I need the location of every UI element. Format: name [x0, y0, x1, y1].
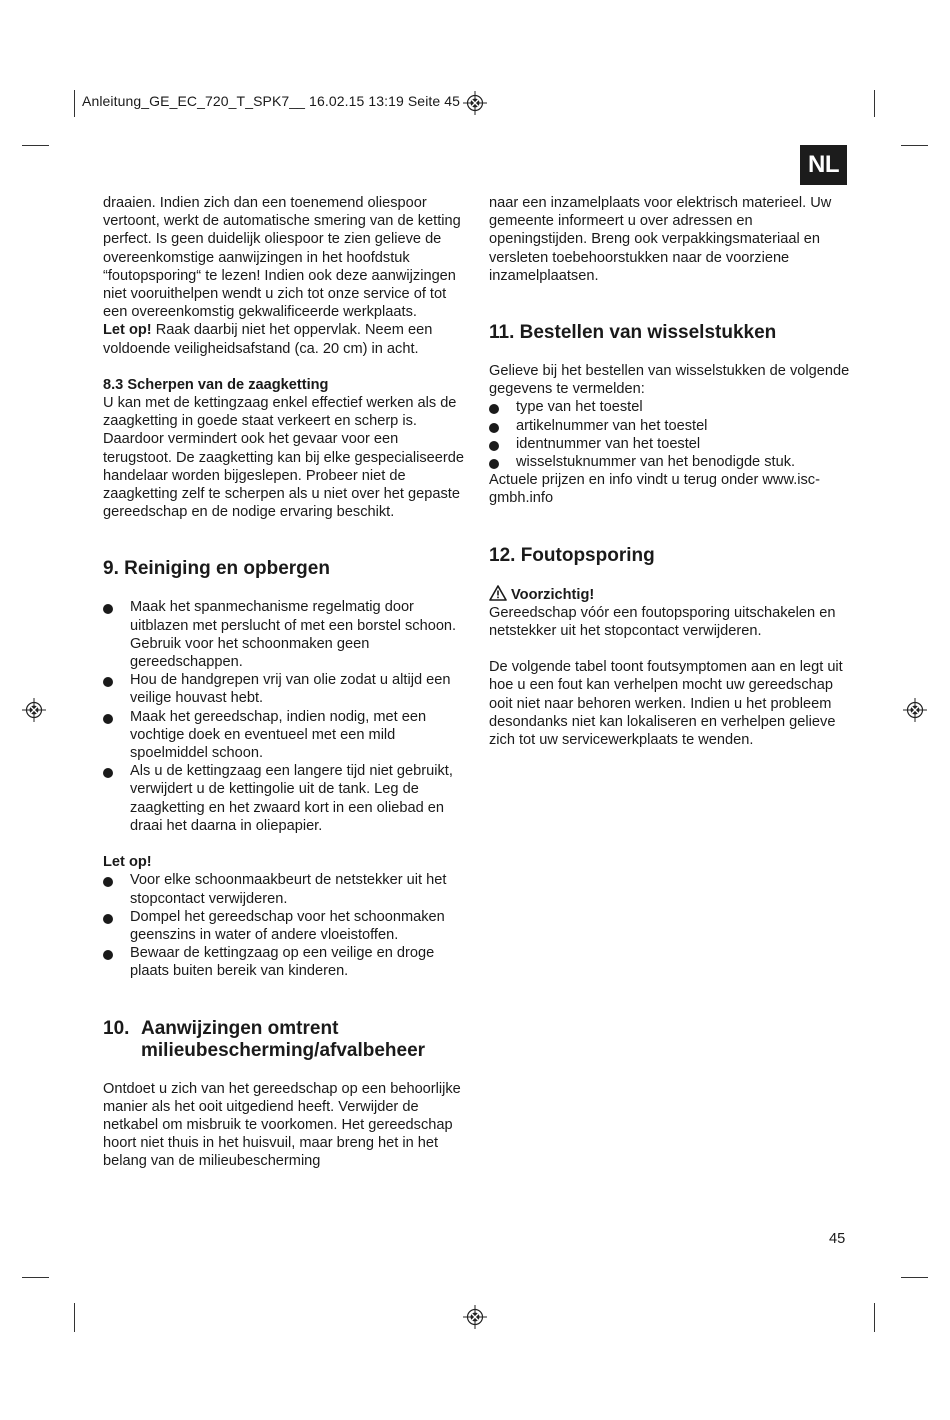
right-column: [489, 194, 851, 749]
list-item: wisselstuknummer van het benodigde stuk.: [489, 453, 851, 471]
caution-heading: [489, 585, 851, 604]
note-paragraph: [103, 321, 465, 357]
crop-mark-top-right-horizontal: [901, 145, 928, 146]
caution-text: Gereedschap vóór een foutopsporing uitschakelen en netstekker uit het stopcontact verwijderen.: [489, 604, 836, 640]
intro-paragraph: draaien. Indien zich dan een toenemend oliespoor vertoont, werkt de automatische smering van de ketting perfect. Is geen duidelijk oliespoor te zien gelieve de overeenkomstige aanwijzingen in het hoofdstuk “foutopsporing“ te lezen! Indien ook deze aanwijzingen niet vooruithelpen wendt u zich tot onze service of tot een overeenkomstig gekwalificeerde werkplaats.: [103, 195, 461, 321]
section-12-text: De volgende tabel toont foutsymptomen aan en legt uit hoe u een fout kan verhelpen mocht uw gereedschap ooit niet naar behoren werken. Indien u het probleem desondanks niet kan lokaliseren en verhelpen gelieve zich tot uw servicewerkplaats te wenden.: [489, 659, 843, 749]
registration-mark-icon: [903, 698, 927, 722]
crop-mark-top-right-vertical: [874, 90, 875, 117]
note-text: Raak daarbij niet het oppervlak. Neem een voldoende veiligheidsafstand (ca. 20 cm) in acht.: [103, 322, 433, 357]
list-item: Maak het spanmechanisme regelmatig door uitblazen met perslucht of met een borstel schoon. Gebruik voor het schoonmaken geen gereedschappen.: [103, 598, 465, 671]
section-10-number: 10.: [103, 1017, 130, 1039]
section-11-outro: Actuele prijzen en info vindt u terug onder www.isc-gmbh.info: [489, 472, 820, 507]
registration-mark-icon: [463, 1305, 487, 1329]
subsection-8-3-title: 8.3 Scherpen van de zaagketting: [103, 376, 329, 393]
note-label: Let op!: [103, 322, 152, 339]
registration-mark-icon: [22, 698, 46, 722]
left-column: [103, 194, 465, 1171]
list-item: Dompel het gereedschap voor het schoonmaken geenszins in water of andere vloeistoffen.: [103, 908, 465, 944]
section-9-note-list: [103, 871, 465, 980]
continuation-paragraph: naar een inzamelplaats voor elektrisch materieel. Uw gemeente informeert u over adressen en openingstijden. Breng ook verpakkingsmateriaal en versleten toebehoorstukken naar de voorziene inzamelplaatsen.: [489, 195, 832, 284]
language-badge: NL: [800, 145, 847, 185]
section-10-title: [103, 1018, 465, 1062]
list-item: identnummer van het toestel: [489, 435, 851, 453]
list-item: Als u de kettingzaag een langere tijd niet gebruikt, verwijdert u de kettingolie uit de tank. Leg de zaagketting en het zwaard kort in een oliebad en draai het daarna in oliepapier.: [103, 762, 465, 835]
crop-mark-bottom-right-horizontal: [901, 1277, 928, 1278]
section-9-list: [103, 598, 465, 835]
subsection-8-3-text: U kan met de kettingzaag enkel effectief werken als de zaagketting in goede staat verkeert en scherp is. Daardoor vermindert ook het gevaar voor een terugstoot. De zaagketting kan bij elke gespecialiseerde handelaar worden bijgeslepen. Probeer niet de zaagketting zelf te scherpen als u niet over het gepaste gereedschap en de nodige ervaring beschikt.: [103, 395, 465, 521]
crop-mark-top-left-vertical: [74, 90, 75, 117]
registration-mark-icon: [463, 91, 487, 115]
list-item: Hou de handgrepen vrij van olie zodat u altijd een veilige houvast hebt.: [103, 671, 465, 707]
list-item: Voor elke schoonmaakbeurt de netstekker uit het stopcontact verwijderen.: [103, 871, 465, 907]
crop-mark-bottom-left-horizontal: [22, 1277, 49, 1278]
section-11-intro: Gelieve bij het bestellen van wisselstukken de volgende gegevens te vermelden:: [489, 363, 850, 398]
page-number: 45: [829, 1231, 846, 1247]
warning-triangle-icon: [489, 585, 507, 601]
section-9-title: 9. Reiniging en opbergen: [103, 558, 330, 580]
print-slug: Anleitung_GE_EC_720_T_SPK7__ 16.02.15 13:19 Seite 45: [82, 93, 461, 109]
list-item: artikelnummer van het toestel: [489, 417, 851, 435]
section-12-title: 12. Foutopsporing: [489, 544, 655, 566]
section-10-title-text: Aanwijzingen omtrent milieubescherming/afvalbeheer: [141, 1017, 426, 1061]
list-item: Bewaar de kettingzaag op een veilige en droge plaats buiten bereik van kinderen.: [103, 944, 465, 980]
section-11-list: [489, 398, 851, 471]
section-11-title: 11. Bestellen van wisselstukken: [489, 322, 777, 344]
crop-mark-bottom-right-vertical: [874, 1303, 875, 1332]
list-item: Maak het gereedschap, indien nodig, met een vochtige doek en eventueel met een mild spoelmiddel schoon.: [103, 708, 465, 763]
crop-mark-bottom-left-vertical: [74, 1303, 75, 1332]
list-item: type van het toestel: [489, 398, 851, 416]
section-9-note-label: Let op!: [103, 854, 152, 871]
caution-label: Voorzichtig!: [511, 586, 595, 603]
crop-mark-top-left-horizontal: [22, 145, 49, 146]
section-10-text: Ontdoet u zich van het gereedschap op een behoorlijke manier als het ooit uitgediend heeft. Verwijder de netkabel om misbruik te voorkomen. Het gereedschap hoort niet thuis in het huisvuil, maar breng het in het belang van de milieubescherming: [103, 1080, 461, 1170]
